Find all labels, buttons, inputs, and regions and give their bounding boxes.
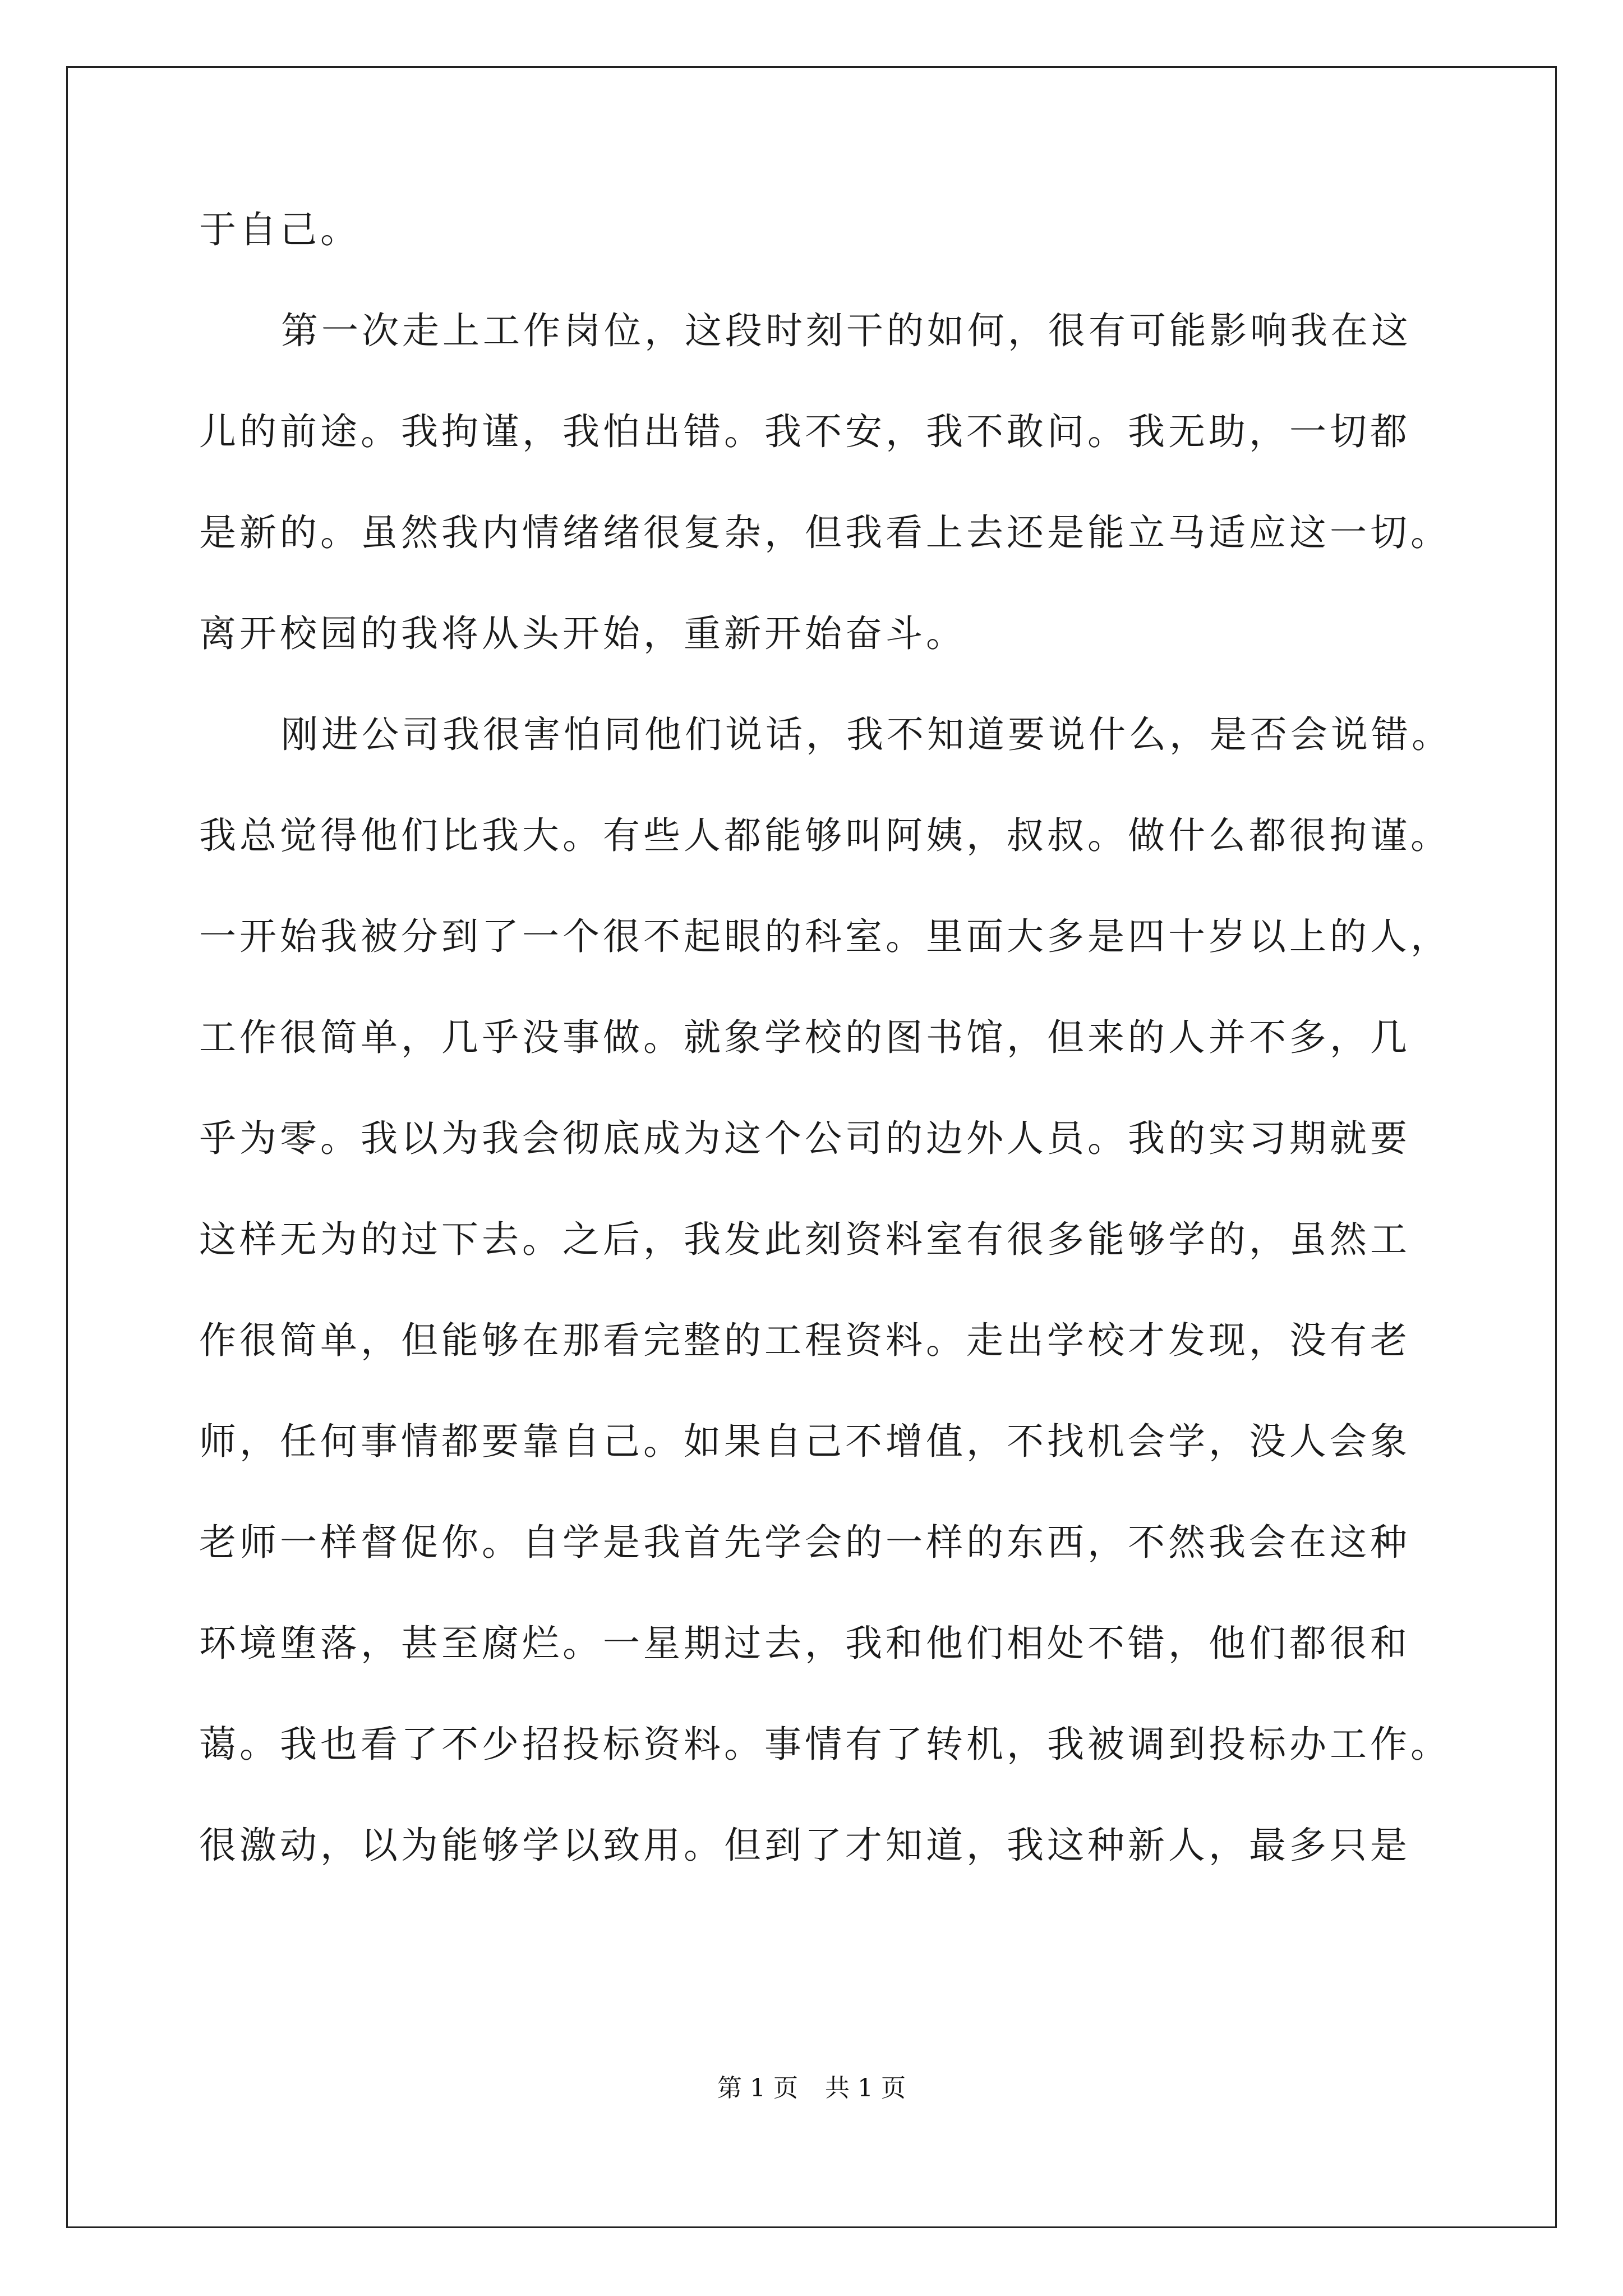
text-line: 儿的前途。我拘谨，我怕出错。我不安，我不敢问。我无助，一切都 [199,410,1410,453]
text-line: 老师一样督促你。自学是我首先学会的一样的东西，不然我会在这种 [199,1521,1410,1564]
text-line: 于自己。 [199,208,361,251]
text-line: 一开始我被分到了一个很不起眼的科室。里面大多是四十岁以上的人， [199,915,1451,958]
document-body [199,208,1452,1924]
page-total: 共 1 页 [825,2074,906,2102]
text-line: 乎为零。我以为我会彻底成为这个公司的边外人员。我的实习期就要 [199,1117,1410,1160]
page-footer [0,2073,1623,2104]
text-line: 师，任何事情都要靠自己。如果自己不增值，不找机会学，没人会象 [199,1420,1410,1463]
text-line: 工作很简单，几乎没事做。就象学校的图书馆，但来的人并不多，几 [199,1016,1410,1059]
text-line: 是新的。虽然我内情绪绪很复杂，但我看上去还是能立马适应这一切。 [199,511,1451,554]
text-line: 这样无为的过下去。之后，我发此刻资料室有很多能够学的，虽然工 [199,1218,1410,1261]
text-line: 作很简单，但能够在那看完整的工程资料。走出学校才发现，没有老 [199,1319,1410,1362]
text-line: 离开校园的我将从头开始，重新开始奋斗。 [199,612,966,655]
text-line: 我总觉得他们比我大。有些人都能够叫阿姨，叔叔。做什么都很拘谨。 [199,814,1451,857]
page-number: 第 1 页 [717,2074,798,2102]
text-line: 第一次走上工作岗位，这段时刻干的如何，很有可能影响我在这 [281,309,1412,352]
text-line: 蔼。我也看了不少招投标资料。事情有了转机，我被调到投标办工作。 [199,1723,1451,1766]
text-line: 很激动，以为能够学以致用。但到了才知道，我这种新人，最多只是 [199,1824,1410,1867]
text-line: 刚进公司我很害怕同他们说话，我不知道要说什么，是否会说错。 [281,713,1452,756]
text-line: 环境堕落，甚至腐烂。一星期过去，我和他们相处不错，他们都很和 [199,1622,1410,1665]
